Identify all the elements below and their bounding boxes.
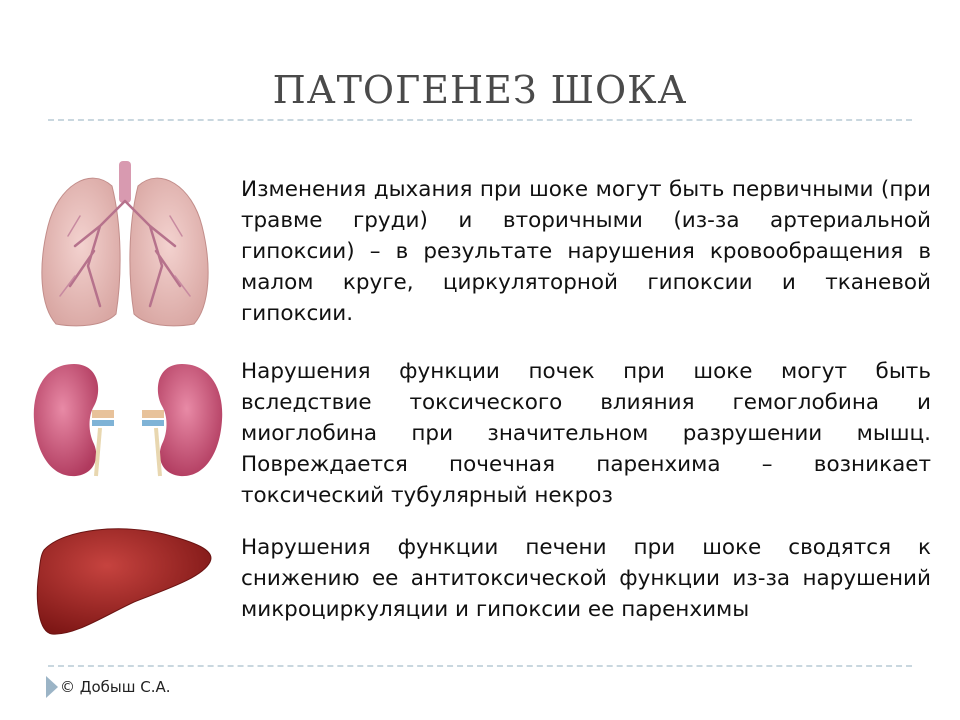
lungs-paragraph: Изменения дыхания при шоке могут быть первичными (при травме груди) и вторичными (из-за артериальной гипоксии) – в результате нарушения кровообращения в малом круге, циркуляторной гипоксии и тканевой гипоксии. bbox=[241, 177, 931, 326]
copyright-text: © Добыш С.А. bbox=[60, 678, 171, 696]
footer-divider bbox=[48, 665, 912, 667]
liver-paragraph: Нарушения функции печени при шоке сводятся к снижению ее антитоксической функции из-за нарушений микроциркуляции и гипоксии ее паренхимы bbox=[241, 535, 931, 622]
arrow-bullet-icon bbox=[46, 676, 58, 698]
title-divider bbox=[48, 119, 912, 121]
lungs-illustration bbox=[30, 156, 220, 331]
kidneys-illustration bbox=[30, 358, 226, 486]
liver-illustration bbox=[34, 520, 216, 638]
kidneys-paragraph: Нарушения функции почек при шоке могут быть вследствие токсического влияния гемоглобина и миоглобина при значительном разрушении мышц. Повреждается почечная паренхима – возникает токсический тубулярный некроз bbox=[241, 359, 931, 508]
slide-title: ПАТОГЕНЕЗ ШОКА bbox=[272, 68, 688, 112]
footer bbox=[46, 675, 171, 699]
